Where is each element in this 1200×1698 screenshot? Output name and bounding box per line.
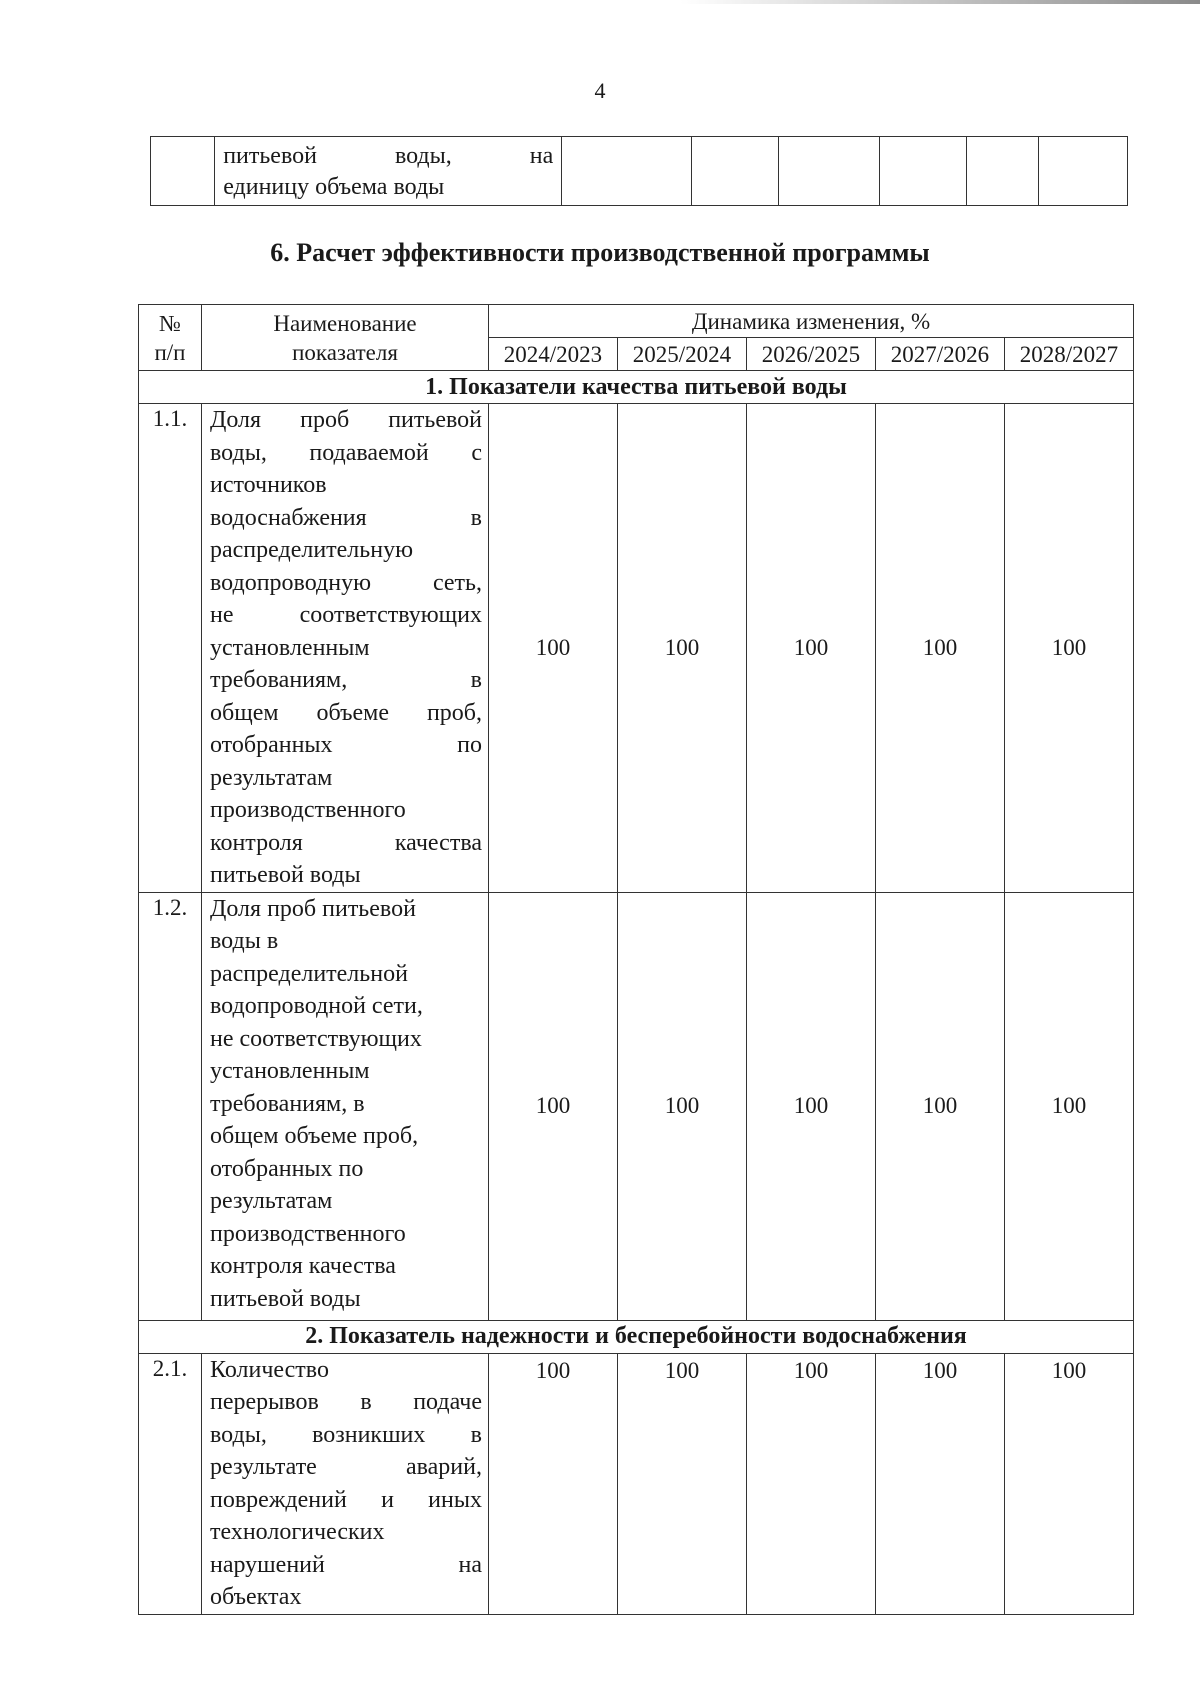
table-row [151,137,1128,206]
indicator-line: установленным [210,634,370,661]
value-cell: 100 [618,1353,747,1614]
continuation-text-cell [215,137,562,206]
table-row [139,892,1134,1320]
indicator-line: результате аварий, [210,1454,482,1480]
value-cell: 100 [876,1353,1005,1614]
continuation-text-line: питьевой воды, на [223,143,554,169]
indicator-name [202,892,489,1320]
indicator-line: воды в [210,928,279,954]
indicator-line: Доля проб питьевой [210,895,416,922]
header-name [202,305,489,371]
group-title: 1. Показатели качества питьевой воды [139,371,1134,404]
indicator-line: общем объеме проб, [210,699,482,726]
indicator-line: требованиям, в [210,667,482,693]
value-cell: 100 [1005,892,1134,1320]
value-cell: 100 [876,404,1005,893]
indicator-line: отобранных по [210,1155,364,1182]
continuation-table [150,136,1128,206]
header-dynamics: Динамика изменения, % [489,305,1134,338]
indicator-line: объектах [210,1584,302,1610]
indicator-line: воды, возникших в [210,1421,482,1448]
table-row [139,1353,1134,1614]
header-period: 2028/2027 [1005,338,1134,371]
indicator-line: Доля проб питьевой [210,407,482,433]
value-cell: 100 [618,404,747,893]
group-title: 2. Показатель надежности и бесперебойности водоснабжения [139,1320,1134,1353]
indicator-line: требованиям, в [210,1090,365,1117]
indicator-line: водоснабжения в [210,504,482,531]
indicator-line: контроля качества [210,829,482,856]
indicator-line: не соответствующих [210,602,482,628]
header-num [139,305,202,371]
value-cell: 100 [489,892,618,1320]
row-number: 2.1. [139,1353,202,1614]
value-cell: 100 [1005,404,1134,893]
value-cell: 100 [747,892,876,1320]
group-row [139,371,1134,404]
table-cell [879,137,966,206]
table-row [139,404,1134,893]
indicator-line: повреждений и иных [210,1486,482,1513]
table-cell [691,137,778,206]
row-number: 1.2. [139,892,202,1320]
value-cell: 100 [876,892,1005,1320]
table-cell [151,137,215,206]
page-number: 4 [594,78,606,103]
indicator-name [202,404,489,893]
indicator-line: технологических [210,1519,385,1545]
indicator-line: производственного [210,797,406,823]
header-period: 2024/2023 [489,338,618,371]
indicator-line: Количество [210,1356,329,1383]
header-period: 2025/2024 [618,338,747,371]
group-row [139,1320,1134,1353]
indicator-line: контроля качества [210,1253,396,1279]
indicator-line: воды, подаваемой с [210,439,482,466]
indicator-line: общем объеме проб, [210,1123,419,1149]
table-cell [562,137,691,206]
indicator-line: установленным [210,1058,370,1084]
scan-edge-shadow [680,0,1200,4]
indicator-line: перерывов в подаче [210,1389,482,1415]
header-period: 2027/2026 [876,338,1005,371]
header-name-line: Наименование [273,310,417,336]
header-num-line: № [159,310,181,336]
indicator-line: распределительной [210,960,408,987]
header-period: 2026/2025 [747,338,876,371]
value-cell: 100 [489,404,618,893]
header-name-line: показателя [292,339,398,365]
value-cell: 100 [747,404,876,893]
row-number: 1.1. [139,404,202,893]
indicator-line: результатам [210,1188,333,1214]
continuation-text-line: единицу объема воды [223,174,445,200]
indicator-name [202,1353,489,1614]
indicator-line: не соответствующих [210,1025,422,1052]
section-title: 6. Расчет эффективности производственной программы [270,238,930,267]
efficiency-table [138,304,1134,1615]
indicator-line: питьевой воды [210,1285,361,1312]
indicator-line: результатам [210,764,333,791]
header-num-line: п/п [154,339,186,365]
indicator-line: отобранных по [210,732,482,758]
value-cell: 100 [618,892,747,1320]
indicator-line: распределительную [210,537,414,563]
value-cell: 100 [1005,1353,1134,1614]
indicator-line: питьевой воды [210,862,361,888]
indicator-line: нарушений на [210,1551,482,1578]
table-header-row [139,305,1134,338]
indicator-line: источников [210,472,327,498]
table-cell [778,137,879,206]
table-cell [966,137,1038,206]
indicator-line: производственного [210,1220,406,1247]
value-cell: 100 [489,1353,618,1614]
table-cell [1038,137,1127,206]
indicator-line: водопроводную сеть, [210,569,482,596]
value-cell: 100 [747,1353,876,1614]
indicator-line: водопроводной сети, [210,993,423,1019]
